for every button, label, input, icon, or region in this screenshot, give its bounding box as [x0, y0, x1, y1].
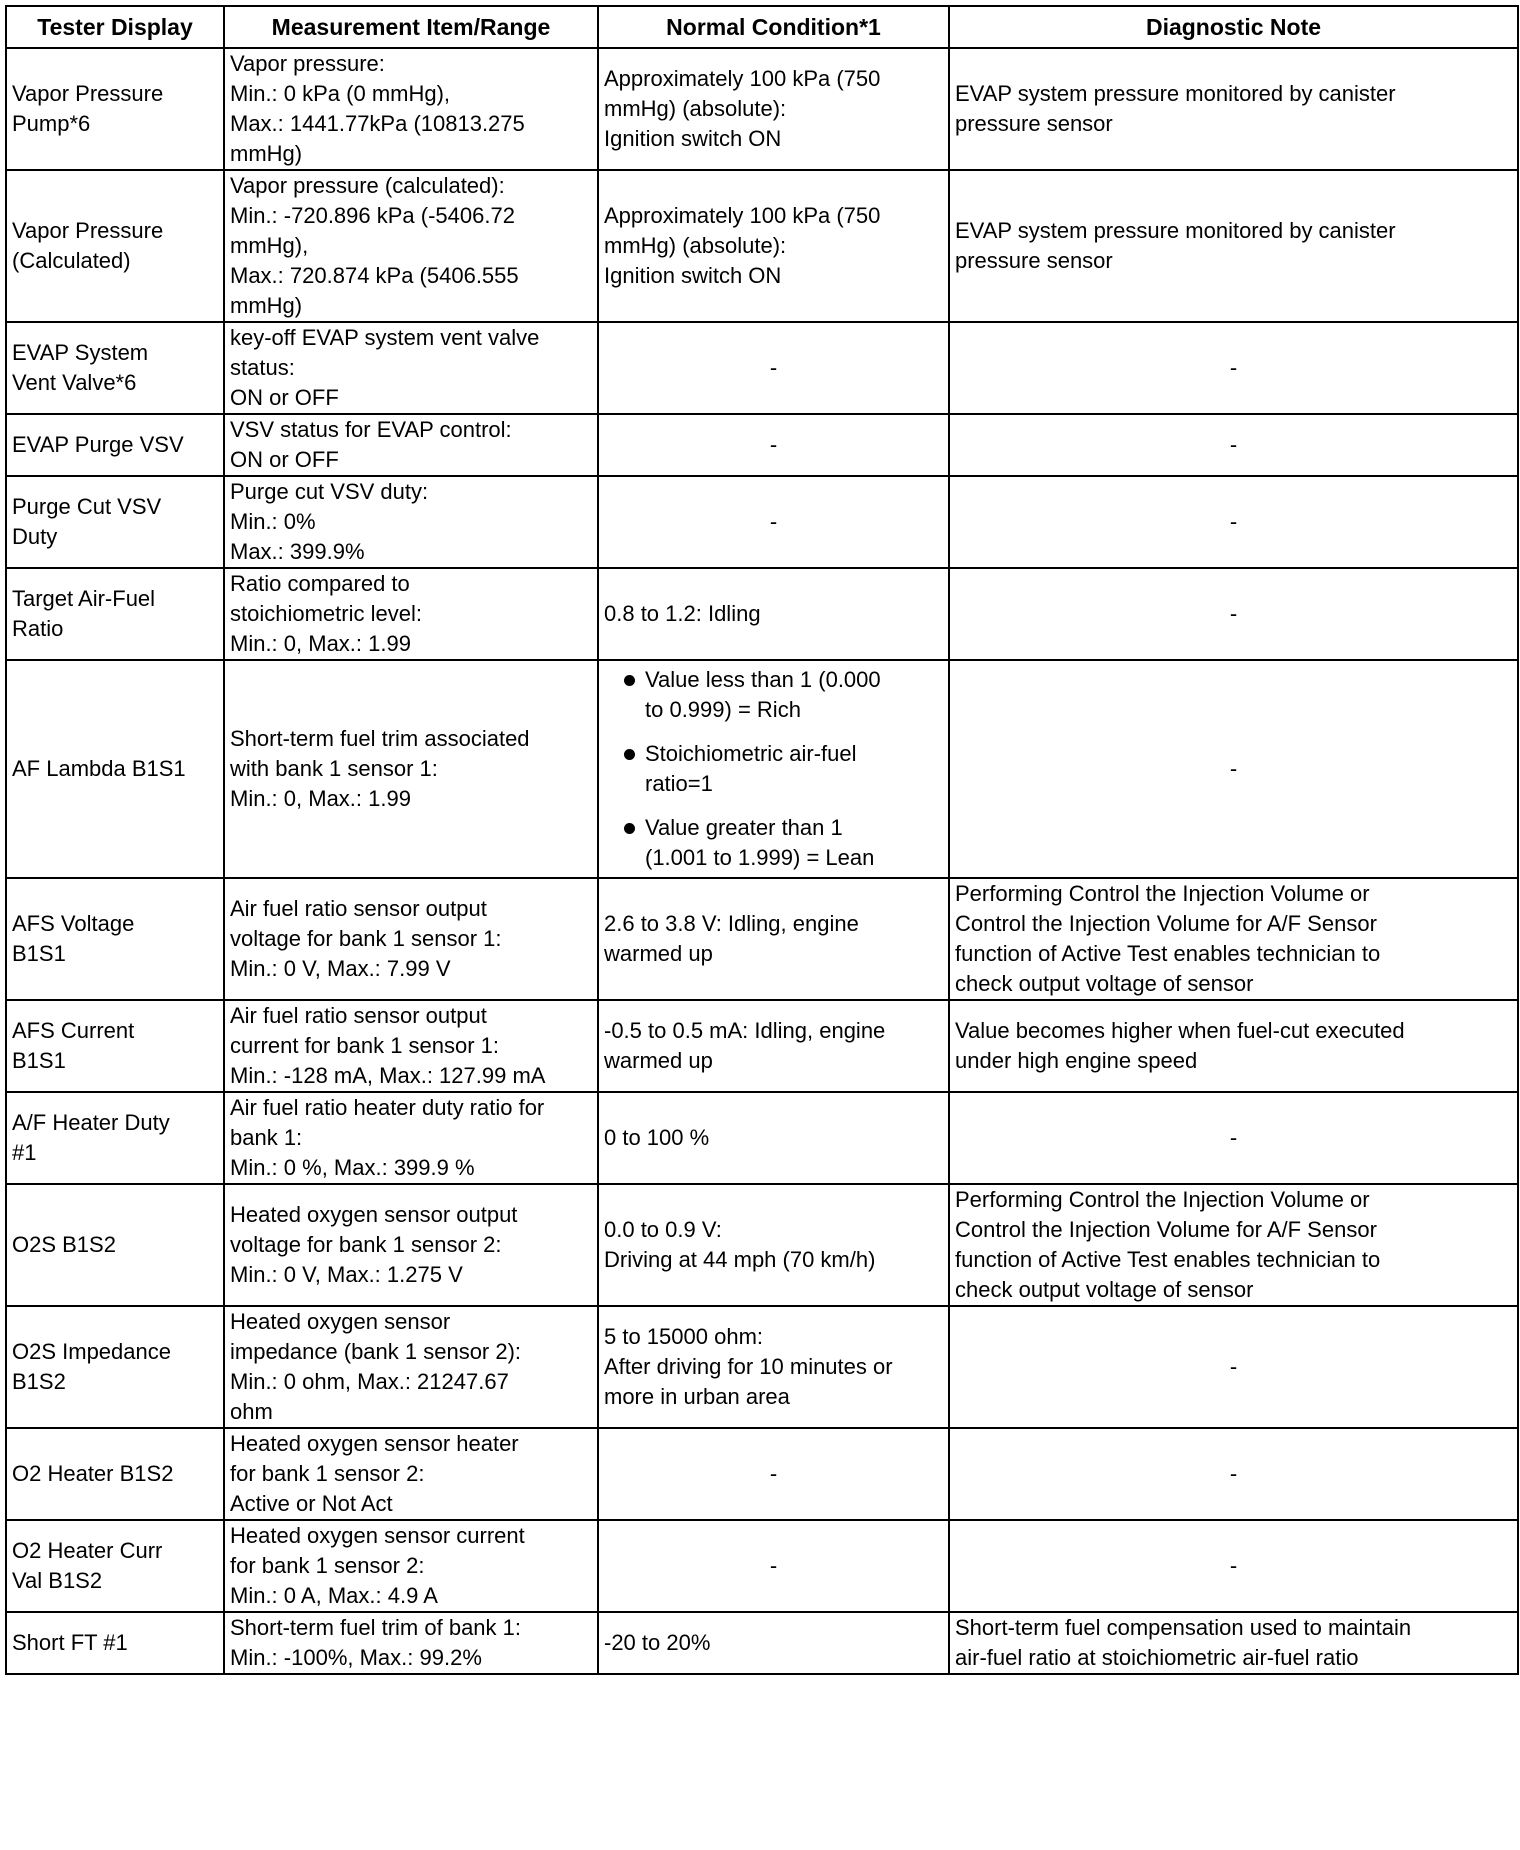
cell-text-line: mmHg) (absolute): [604, 233, 787, 258]
tester-display-cell [6, 1428, 224, 1520]
cell-text-line: - [769, 432, 778, 457]
table-row [6, 1612, 1518, 1674]
normal-condition-cell [598, 1520, 949, 1612]
normal-condition-cell [598, 1092, 949, 1184]
cell-text-line: Ratio compared to [230, 571, 410, 596]
measurement-item-cell [224, 1184, 598, 1306]
cell-text-line: bank 1: [230, 1125, 303, 1150]
measurement-item-cell [224, 878, 598, 1000]
table-row [6, 1000, 1518, 1092]
cell-text-line: Vent Valve*6 [12, 370, 137, 395]
cell-text-line: for bank 1 sensor 2: [230, 1461, 425, 1486]
normal-condition-cell [598, 170, 949, 322]
measurement-item-cell [224, 1428, 598, 1520]
tester-display-cell [6, 48, 224, 170]
normal-condition-cell [598, 878, 949, 1000]
table-row [6, 1520, 1518, 1612]
cell-text-line: Ratio [12, 616, 64, 641]
cell-text-line: mmHg) [230, 293, 303, 318]
cell-text-line: air-fuel ratio at stoichiometric air-fuel ratio [955, 1645, 1359, 1670]
cell-text-line: ohm [230, 1399, 273, 1424]
cell-text-line: -0.5 to 0.5 mA: Idling, engine [604, 1018, 886, 1043]
tester-display-cell [6, 878, 224, 1000]
cell-text-line: Approximately 100 kPa (750 [604, 66, 881, 91]
measurement-item-cell [224, 322, 598, 414]
condition-bullet-item [604, 739, 943, 799]
cell-text-line: Performing Control the Injection Volume or [955, 1187, 1370, 1212]
tester-display-cell [6, 1612, 224, 1674]
cell-text-line: current for bank 1 sensor 1: [230, 1033, 500, 1058]
cell-text-line: Max.: 399.9% [230, 539, 365, 564]
cell-text-line: Heated oxygen sensor current [230, 1523, 525, 1548]
header-measurement-item: Measurement Item/Range [224, 6, 598, 48]
measurement-item-cell [224, 1306, 598, 1428]
cell-text-line: - [1229, 509, 1238, 534]
cell-text-line: voltage for bank 1 sensor 2: [230, 1232, 502, 1257]
cell-text-line: Heated oxygen sensor heater [230, 1431, 519, 1456]
normal-condition-cell [598, 414, 949, 476]
cell-text-line: - [1229, 601, 1238, 626]
cell-text-line: Heated oxygen sensor [230, 1309, 451, 1334]
measurement-item-cell [224, 1000, 598, 1092]
table-row [6, 660, 1518, 878]
cell-text-line: - [1229, 1125, 1238, 1150]
cell-text-line: Min.: -128 mA, Max.: 127.99 mA [230, 1063, 546, 1088]
table-row [6, 476, 1518, 568]
cell-text-line: Value becomes higher when fuel-cut executed [955, 1018, 1405, 1043]
diagnostic-note-cell [949, 322, 1518, 414]
header-tester-display: Tester Display [6, 6, 224, 48]
cell-text-line: warmed up [604, 941, 713, 966]
cell-text-line: - [769, 1553, 778, 1578]
diagnostic-note-cell [949, 476, 1518, 568]
cell-text-line: Air fuel ratio sensor output [230, 1003, 487, 1028]
cell-text-line: Pump*6 [12, 111, 91, 136]
tester-data-table [5, 5, 1519, 1675]
cell-text-line: 0 to 100 % [604, 1125, 710, 1150]
header-normal-condition: Normal Condition*1 [598, 6, 949, 48]
cell-text-line: pressure sensor [955, 111, 1113, 136]
normal-condition-cell [598, 1000, 949, 1092]
cell-text-line: Duty [12, 524, 58, 549]
diagnostic-note-cell [949, 660, 1518, 878]
cell-text-line: - [1229, 1553, 1238, 1578]
cell-text-line: Performing Control the Injection Volume or [955, 881, 1370, 906]
cell-text-line: key-off EVAP system vent valve [230, 325, 540, 350]
measurement-item-cell [224, 170, 598, 322]
cell-text-line: O2 Heater B1S2 [12, 1461, 174, 1486]
cell-text-line: Min.: 0 ohm, Max.: 21247.67 [230, 1369, 509, 1394]
cell-text-line: Min.: -100%, Max.: 99.2% [230, 1645, 482, 1670]
cell-text-line: O2 Heater Curr [12, 1538, 163, 1563]
normal-condition-cell [598, 1428, 949, 1520]
cell-text-line: 0.0 to 0.9 V: [604, 1217, 722, 1242]
cell-text-line: Val B1S2 [12, 1568, 103, 1593]
cell-text-line: Min.: -720.896 kPa (-5406.72 [230, 203, 515, 228]
cell-text-line: AFS Current [12, 1018, 135, 1043]
cell-text-line: 0.8 to 1.2: Idling [604, 601, 761, 626]
table-row [6, 48, 1518, 170]
diagnostic-note-cell [949, 1306, 1518, 1428]
diagnostic-note-cell [949, 170, 1518, 322]
tester-display-cell [6, 1092, 224, 1184]
cell-text-line: function of Active Test enables technician to [955, 941, 1381, 966]
cell-text-line: B1S1 [12, 941, 66, 966]
cell-text-line: Min.: 0 V, Max.: 7.99 V [230, 956, 451, 981]
cell-text-line: more in urban area [604, 1384, 790, 1409]
cell-text-line: O2S Impedance [12, 1339, 171, 1364]
header-row [6, 6, 1518, 48]
cell-text-line: - [1229, 756, 1238, 781]
cell-text-line: EVAP system pressure monitored by canister [955, 81, 1396, 106]
cell-text-line: - [769, 1461, 778, 1486]
cell-text-line: - [769, 355, 778, 380]
cell-text-line: ON or OFF [230, 385, 339, 410]
measurement-item-cell [224, 1612, 598, 1674]
cell-text-line: - [1229, 432, 1238, 457]
cell-text-line: O2S B1S2 [12, 1232, 116, 1257]
measurement-item-cell [224, 414, 598, 476]
cell-text-line: A/F Heater Duty [12, 1110, 170, 1135]
diagnostic-note-cell [949, 414, 1518, 476]
cell-text-line: under high engine speed [955, 1048, 1198, 1073]
diagnostic-note-cell [949, 1428, 1518, 1520]
cell-text-line: to 0.999) = Rich [645, 697, 801, 722]
diagnostic-note-cell [949, 568, 1518, 660]
cell-text-line: check output voltage of sensor [955, 971, 1254, 996]
cell-text-line: B1S2 [12, 1369, 66, 1394]
cell-text-line: warmed up [604, 1048, 713, 1073]
cell-text-line: impedance (bank 1 sensor 2): [230, 1339, 522, 1364]
measurement-item-cell [224, 1092, 598, 1184]
cell-text-line: -20 to 20% [604, 1630, 711, 1655]
condition-bullet-item [604, 665, 943, 725]
cell-text-line: Min.: 0, Max.: 1.99 [230, 786, 411, 811]
cell-text-line: check output voltage of sensor [955, 1277, 1254, 1302]
diagnostic-note-cell [949, 48, 1518, 170]
cell-text-line: Short FT #1 [12, 1630, 128, 1655]
cell-text-line: with bank 1 sensor 1: [230, 756, 438, 781]
cell-text-line: Short-term fuel trim associated [230, 726, 530, 751]
cell-text-line: 5 to 15000 ohm: [604, 1324, 764, 1349]
cell-text-line: AFS Voltage [12, 911, 135, 936]
cell-text-line: status: [230, 355, 295, 380]
cell-text-line: EVAP System [12, 340, 149, 365]
normal-condition-cell [598, 476, 949, 568]
cell-text-line: Short-term fuel compensation used to maintain [955, 1615, 1412, 1640]
normal-condition-cell [598, 322, 949, 414]
normal-condition-cell [598, 48, 949, 170]
cell-text-line: (1.001 to 1.999) = Lean [645, 845, 875, 870]
cell-text-line: - [1229, 1354, 1238, 1379]
condition-bullet-list [604, 665, 943, 873]
measurement-item-cell [224, 1520, 598, 1612]
cell-text-line: Min.: 0 A, Max.: 4.9 A [230, 1583, 438, 1608]
table-body [6, 48, 1518, 1674]
tester-display-cell [6, 1520, 224, 1612]
cell-text-line: Min.: 0% [230, 509, 316, 534]
cell-text-line: EVAP system pressure monitored by canister [955, 218, 1396, 243]
normal-condition-cell [598, 1612, 949, 1674]
cell-text-line: Min.: 0 V, Max.: 1.275 V [230, 1262, 463, 1287]
table-row [6, 1184, 1518, 1306]
cell-text-line: Vapor pressure (calculated): [230, 173, 505, 198]
cell-text-line: Air fuel ratio sensor output [230, 896, 487, 921]
cell-text-line: Short-term fuel trim of bank 1: [230, 1615, 521, 1640]
table-row [6, 878, 1518, 1000]
cell-text-line: stoichiometric level: [230, 601, 422, 626]
cell-text-line: Ignition switch ON [604, 126, 782, 151]
condition-bullet-item [604, 813, 943, 873]
tester-display-cell [6, 476, 224, 568]
cell-text-line: Value greater than 1 [645, 815, 843, 840]
tester-display-cell [6, 1000, 224, 1092]
cell-text-line: Max.: 720.874 kPa (5406.555 [230, 263, 519, 288]
cell-text-line: - [769, 509, 778, 534]
diagnostic-note-cell [949, 1092, 1518, 1184]
cell-text-line: Ignition switch ON [604, 263, 782, 288]
tester-display-cell [6, 1306, 224, 1428]
cell-text-line: AF Lambda B1S1 [12, 756, 186, 781]
cell-text-line: VSV status for EVAP control: [230, 417, 512, 442]
cell-text-line: Control the Injection Volume for A/F Sensor [955, 911, 1377, 936]
cell-text-line: Stoichiometric air-fuel [645, 741, 857, 766]
diagnostic-note-cell [949, 1184, 1518, 1306]
cell-text-line: Target Air-Fuel [12, 586, 156, 611]
cell-text-line: mmHg) (absolute): [604, 96, 787, 121]
cell-text-line: Value less than 1 (0.000 [645, 667, 881, 692]
cell-text-line: ON or OFF [230, 447, 339, 472]
diagnostic-note-cell [949, 1520, 1518, 1612]
normal-condition-cell [598, 1184, 949, 1306]
tester-display-cell [6, 414, 224, 476]
normal-condition-cell [598, 1306, 949, 1428]
normal-condition-cell [598, 568, 949, 660]
cell-text-line: ratio=1 [645, 771, 713, 796]
table-row [6, 322, 1518, 414]
diagnostic-note-cell [949, 1000, 1518, 1092]
cell-text-line: Air fuel ratio heater duty ratio for [230, 1095, 545, 1120]
measurement-item-cell [224, 48, 598, 170]
table-row [6, 170, 1518, 322]
cell-text-line: Control the Injection Volume for A/F Sensor [955, 1217, 1377, 1242]
cell-text-line: Driving at 44 mph (70 km/h) [604, 1247, 876, 1272]
cell-text-line: function of Active Test enables technician to [955, 1247, 1381, 1272]
cell-text-line: After driving for 10 minutes or [604, 1354, 893, 1379]
table-row [6, 414, 1518, 476]
cell-text-line: voltage for bank 1 sensor 1: [230, 926, 502, 951]
cell-text-line: Purge cut VSV duty: [230, 479, 429, 504]
cell-text-line: Min.: 0 %, Max.: 399.9 % [230, 1155, 475, 1180]
tester-display-cell [6, 568, 224, 660]
cell-text-line: 2.6 to 3.8 V: Idling, engine [604, 911, 859, 936]
normal-condition-cell [598, 660, 949, 878]
tester-display-cell [6, 660, 224, 878]
cell-text-line: (Calculated) [12, 248, 131, 273]
cell-text-line: Heated oxygen sensor output [230, 1202, 518, 1227]
header-diagnostic-note: Diagnostic Note [949, 6, 1518, 48]
cell-text-line: Max.: 1441.77kPa (10813.275 [230, 111, 525, 136]
cell-text-line: B1S1 [12, 1048, 66, 1073]
cell-text-line: Min.: 0, Max.: 1.99 [230, 631, 411, 656]
cell-text-line: for bank 1 sensor 2: [230, 1553, 425, 1578]
cell-text-line: Vapor Pressure [12, 81, 164, 106]
table-row [6, 568, 1518, 660]
table-row [6, 1092, 1518, 1184]
measurement-item-cell [224, 660, 598, 878]
cell-text-line: Active or Not Act [230, 1491, 393, 1516]
tester-display-cell [6, 1184, 224, 1306]
measurement-item-cell [224, 476, 598, 568]
cell-text-line: Min.: 0 kPa (0 mmHg), [230, 81, 451, 106]
cell-text-line: pressure sensor [955, 248, 1113, 273]
diagnostic-note-cell [949, 1612, 1518, 1674]
cell-text-line: EVAP Purge VSV [12, 432, 184, 457]
cell-text-line: - [1229, 1461, 1238, 1486]
table-row [6, 1306, 1518, 1428]
cell-text-line: Approximately 100 kPa (750 [604, 203, 881, 228]
measurement-item-cell [224, 568, 598, 660]
tester-display-cell [6, 170, 224, 322]
table-row [6, 1428, 1518, 1520]
cell-text-line: mmHg), [230, 233, 309, 258]
tester-display-cell [6, 322, 224, 414]
cell-text-line: Vapor Pressure [12, 218, 164, 243]
diagnostic-note-cell [949, 878, 1518, 1000]
cell-text-line: mmHg) [230, 141, 303, 166]
cell-text-line: - [1229, 355, 1238, 380]
cell-text-line: Vapor pressure: [230, 51, 385, 76]
cell-text-line: Purge Cut VSV [12, 494, 162, 519]
cell-text-line: #1 [12, 1140, 37, 1165]
